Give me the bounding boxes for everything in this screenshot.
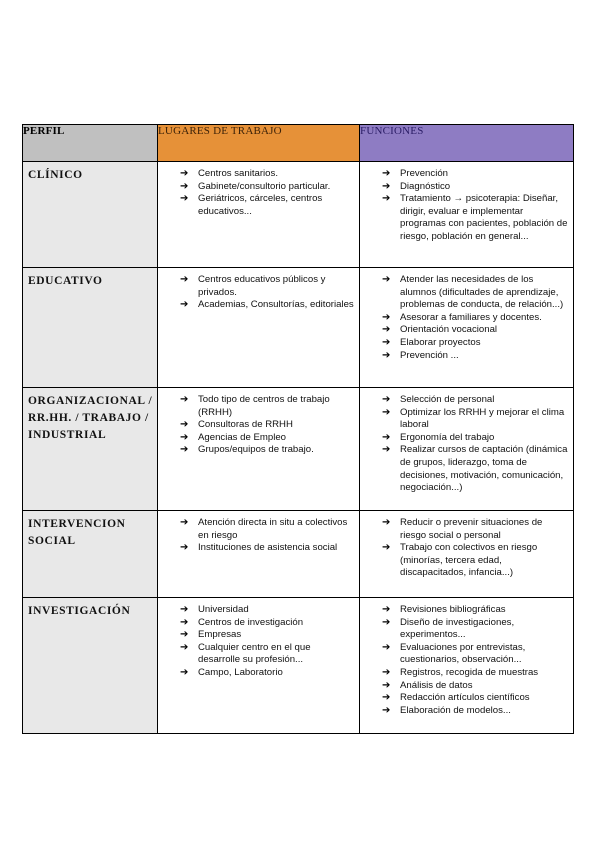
lugares-cell <box>158 162 360 268</box>
arrow-icon: ➔ <box>382 431 391 443</box>
arrow-icon: ➔ <box>382 666 391 678</box>
list-item: ➔ Evaluaciones por entrevistas, cuestionarios, observación... <box>382 641 526 666</box>
arrow-icon: ➔ <box>382 517 391 528</box>
list-item: ➔ Tratamiento → psicoterapia: Diseñar, dirigir, evaluar e implementar programas con pacientes, población de riesgo, población en general... <box>382 193 568 242</box>
list-item: ➔ Selección de personal <box>382 394 495 405</box>
arrow-icon: ➔ <box>382 168 391 179</box>
arrow-icon: ➔ <box>382 274 391 285</box>
list-item: ➔ Cualquier centro en el que desarrolle su profesión... <box>180 641 311 666</box>
arrow-icon: ➔ <box>180 274 189 285</box>
arrow-icon: ➔ <box>382 336 391 348</box>
header-lugares: LUGARES DE TRABAJO <box>158 125 360 162</box>
list-item: ➔ Academias, Consultorías, editoriales <box>180 299 354 311</box>
list-item: ➔ Agencias de Empleo <box>180 431 286 443</box>
table-row <box>23 511 574 598</box>
funciones-cell <box>360 268 574 388</box>
perfil-cell: EDUCATIVO <box>23 268 158 388</box>
list-item: ➔ Orientación vocacional <box>382 324 498 336</box>
lugares-cell <box>158 268 360 388</box>
arrow-icon: ➔ <box>180 168 189 179</box>
arrow-icon: ➔ <box>180 394 189 405</box>
list-item: ➔ Elaboración de modelos... <box>382 704 511 716</box>
arrow-icon: ➔ <box>180 517 189 528</box>
arrow-icon: ➔ <box>180 616 189 628</box>
arrow-icon: ➔ <box>382 394 391 405</box>
list-item: ➔ Reducir o prevenir situaciones de riesgo social o personal <box>382 517 543 541</box>
table-row <box>23 598 574 734</box>
arrow-icon: ➔ <box>180 641 189 653</box>
arrow-icon: ➔ <box>382 180 391 192</box>
arrow-icon: ➔ <box>180 299 189 311</box>
lugares-cell <box>158 388 360 511</box>
list-item: ➔ Diagnóstico <box>382 180 451 192</box>
funciones-cell <box>360 388 574 511</box>
arrow-icon: ➔ <box>180 193 189 205</box>
funciones-cell <box>360 162 574 268</box>
perfil-cell: ORGANIZACIONAL / RR.HH. / TRABAJO / INDUSTRIAL <box>23 388 158 511</box>
list-item: ➔ Todo tipo de centros de trabajo (RRHH) <box>180 394 330 418</box>
perfil-cell: INVESTIGACIÓN <box>23 598 158 734</box>
perfil-cell: CLÍNICO <box>23 162 158 268</box>
arrow-icon: ➔ <box>180 629 189 641</box>
list-item: ➔ Trabajo con colectivos en riesgo (minorías, tercera edad, discapacitados, infancia...) <box>382 542 538 579</box>
lugares-cell <box>158 511 360 598</box>
arrow-icon: ➔ <box>180 444 189 456</box>
list-item: ➔ Redacción artículos científicos <box>382 692 530 704</box>
arrow-icon: ➔ <box>382 641 391 653</box>
list-item: ➔ Centros de investigación <box>180 616 304 628</box>
table-row <box>23 268 574 388</box>
arrow-icon: ➔ <box>382 542 391 554</box>
list-item: ➔ Ergonomía del trabajo <box>382 431 495 443</box>
arrow-icon: ➔ <box>382 349 391 361</box>
list-item: ➔ Centros sanitarios. <box>180 168 278 179</box>
arrow-icon: ➔ <box>180 180 189 192</box>
list-item: ➔ Prevención <box>382 168 448 179</box>
arrow-icon: ➔ <box>180 604 189 615</box>
table-header-row <box>23 125 574 162</box>
list-item: ➔ Análisis de datos <box>382 679 473 691</box>
arrow-icon: ➔ <box>382 193 391 205</box>
arrow-icon: ➔ <box>382 679 391 691</box>
arrow-icon: ➔ <box>180 666 189 678</box>
list-item: ➔ Diseño de investigaciones, experimentos... <box>382 616 515 641</box>
list-item: ➔ Instituciones de asistencia social <box>180 542 338 554</box>
arrow-icon: ➔ <box>382 406 391 418</box>
arrow-icon: ➔ <box>382 444 391 456</box>
list-item: ➔ Campo, Laboratorio <box>180 666 283 678</box>
arrow-icon: ➔ <box>382 692 391 704</box>
list-item: ➔ Grupos/equipos de trabajo. <box>180 444 314 456</box>
funciones-cell <box>360 511 574 598</box>
arrow-icon: ➔ <box>382 324 391 336</box>
list-item: ➔ Atender las necesidades de los alumnos (dificultades de aprendizaje, problemas de conducta, de relación...) <box>382 274 564 311</box>
table-row <box>23 162 574 268</box>
list-item: ➔ Geriátricos, cárceles, centros educativos... <box>180 193 323 217</box>
list-item: ➔ Optimizar los RRHH y mejorar el clima laboral <box>382 406 565 431</box>
list-item: ➔ Registros, recogida de muestras <box>382 666 539 678</box>
arrow-icon: ➔ <box>180 419 189 431</box>
funciones-cell <box>360 598 574 734</box>
list-item: ➔ Gabinete/consultorio particular. <box>180 180 331 192</box>
arrow-icon: ➔ <box>180 431 189 443</box>
list-item: ➔ Empresas <box>180 629 242 641</box>
arrow-icon: ➔ <box>382 616 391 628</box>
arrow-icon: ➔ <box>382 311 391 323</box>
list-item: ➔ Consultoras de RRHH <box>180 419 293 431</box>
list-item: ➔ Revisiones bibliográficas <box>382 604 506 615</box>
header-funciones: FUNCIONES <box>360 125 574 162</box>
lugares-cell <box>158 598 360 734</box>
list-item: ➔ Asesorar a familiares y docentes. <box>382 311 542 323</box>
list-item: ➔ Realizar cursos de captación (dinámica de grupos, liderazgo, toma de decisiones, motivación, comunicación, negociación...) <box>382 444 568 494</box>
table-row <box>23 388 574 511</box>
list-item: ➔ Universidad <box>180 604 249 615</box>
list-item: ➔ Elaborar proyectos <box>382 336 481 348</box>
header-perfil: PERFIL <box>23 125 158 162</box>
perfil-cell: INTERVENCION SOCIAL <box>23 511 158 598</box>
profiles-table <box>22 124 574 734</box>
list-item: ➔ Atención directa in situ a colectivos en riesgo <box>180 517 348 541</box>
arrow-icon: ➔ <box>382 604 391 615</box>
list-item: ➔ Centros educativos públicos y privados. <box>180 274 326 298</box>
list-item: ➔ Prevención ... <box>382 349 459 361</box>
arrow-icon: ➔ <box>382 704 391 716</box>
arrow-icon: ➔ <box>180 542 189 554</box>
